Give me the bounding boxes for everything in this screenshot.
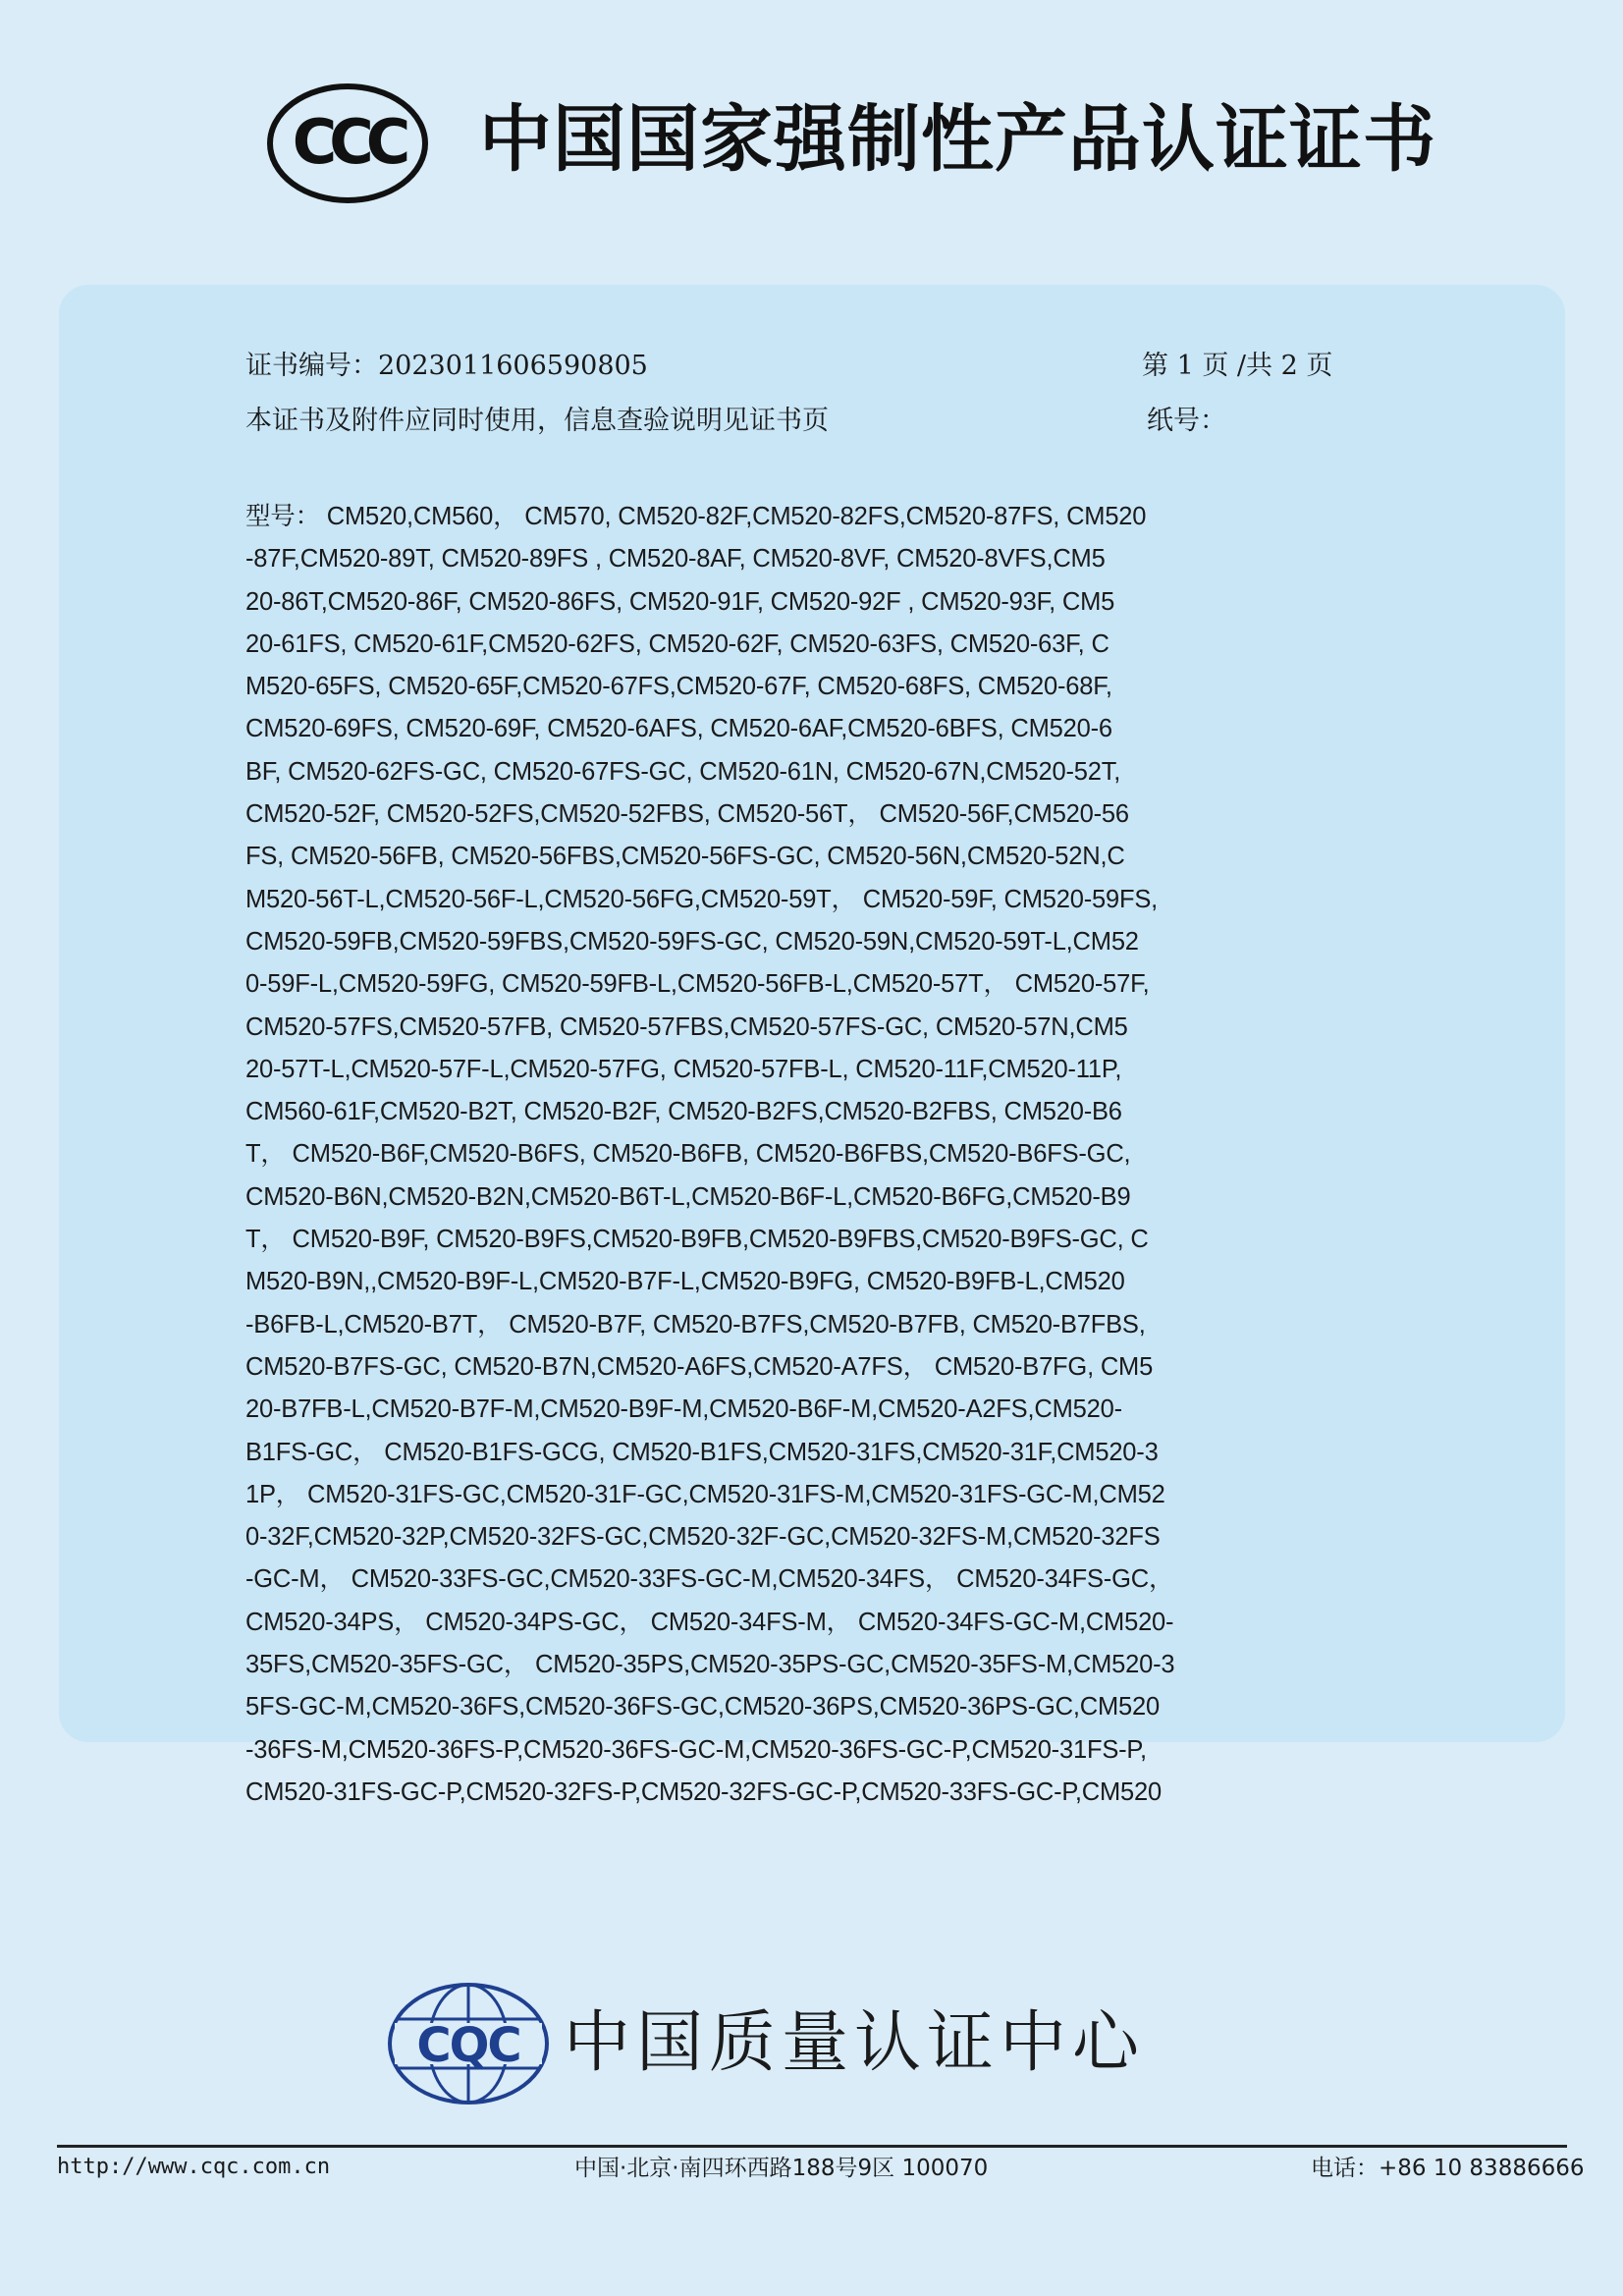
model-list-line: T， CM520-B9F, CM520-B9FS,CM520-B9FB,CM520-B9FBS,CM520-B9FS-GC, C xyxy=(245,1226,1149,1254)
model-list-line: -36FS-M,CM520-36FS-P,CM520-36FS-GC-M,CM520-36FS-GC-P,CM520-31FS-P, xyxy=(245,1735,1147,1764)
model-list-line: T， CM520-B6F,CM520-B6FS, CM520-B6FB, CM520-B6FBS,CM520-B6FS-GC, xyxy=(245,1140,1131,1169)
model-list-line: M520-56T-L,CM520-56F-L,CM520-56FG,CM520-59T， CM520-59F, CM520-59FS, xyxy=(245,885,1159,913)
model-list-line: CM520-57FS,CM520-57FB, CM520-57FBS,CM520-57FS-GC, CM520-57N,CM5 xyxy=(245,1012,1128,1041)
model-list-line: 20-61FS, CM520-61F,CM520-62FS, CM520-62F, CM520-63FS, CM520-63F, C xyxy=(245,629,1109,658)
model-list-line: CM520-59FB,CM520-59FBS,CM520-59FS-GC, CM520-59N,CM520-59T-L,CM52 xyxy=(245,927,1139,956)
model-list xyxy=(245,496,1227,1814)
footer-phone: 电话：+86 10 83886666 xyxy=(1311,2156,1585,2181)
model-list-line: CM520-B6N,CM520-B2N,CM520-B6T-L,CM520-B6F-L,CM520-B6FG,CM520-B9 xyxy=(245,1182,1131,1211)
model-list-line: 1P， CM520-31FS-GC,CM520-31F-GC,CM520-31FS-M,CM520-31FS-GC-M,CM52 xyxy=(245,1480,1165,1508)
model-list-line: CM520-31FS-GC-P,CM520-32FS-P,CM520-32FS-GC-P,CM520-33FS-GC-P,CM520 xyxy=(245,1777,1162,1806)
model-list-line: CM520-34PS， CM520-34PS-GC， CM520-34FS-M， CM520-34FS-GC-M,CM520- xyxy=(245,1608,1174,1636)
svg-text:CCC: CCC xyxy=(292,106,404,178)
model-list-line: CM520-B7FS-GC, CM520-B7N,CM520-A6FS,CM520-A7FS， CM520-B7FG, CM5 xyxy=(245,1352,1154,1381)
certificate-title: 中国国家强制性产品认证证书 xyxy=(479,97,1436,182)
model-list-line: -87F,CM520-89T, CM520-89FS , CM520-8AF, CM520-8VF, CM520-8VFS,CM5 xyxy=(245,545,1106,574)
model-list-line: B1FS-GC， CM520-B1FS-GCG, CM520-B1FS,CM520-31FS,CM520-31F,CM520-3 xyxy=(245,1438,1159,1466)
cqc-globe-logo-icon xyxy=(385,1980,552,2107)
ccc-logo-icon xyxy=(266,82,429,204)
model-list-line: CM520-52F, CM520-52FS,CM520-52FBS, CM520-56T， CM520-56F,CM520-56 xyxy=(245,800,1129,829)
model-list-line: M520-B9N,,CM520-B9F-L,CM520-B7F-L,CM520-B9FG, CM520-B9FB-L,CM520 xyxy=(245,1268,1125,1296)
model-list-line: -B6FB-L,CM520-B7T， CM520-B7F, CM520-B7FS,CM520-B7FB, CM520-B7FBS, xyxy=(245,1310,1146,1339)
certificate-number: 证书编号：2023011606590805 xyxy=(245,351,648,381)
model-list-line: 0-32F,CM520-32P,CM520-32FS-GC,CM520-32F-GC,CM520-32FS-M,CM520-32FS xyxy=(245,1523,1161,1552)
model-list-line: FS, CM520-56FB, CM520-56FBS,CM520-56FS-GC, CM520-56N,CM520-52N,C xyxy=(245,843,1125,871)
issuer-name: 中国质量认证中心 xyxy=(564,2004,1146,2082)
model-list-line: 型号： CM520,CM560， CM570, CM520-82F,CM520-82FS,CM520-87FS, CM520 xyxy=(245,503,1147,530)
model-list-line: CM560-61F,CM520-B2T, CM520-B2F, CM520-B2FS,CM520-B2FBS, CM520-B6 xyxy=(245,1098,1122,1126)
footer-divider xyxy=(57,2145,1567,2148)
model-list-line: -GC-M， CM520-33FS-GC,CM520-33FS-GC-M,CM520-34FS， CM520-34FS-GC， xyxy=(245,1565,1174,1594)
footer-address: 中国·北京·南四环西路188号9区 100070 xyxy=(574,2156,989,2181)
model-list-line: BF, CM520-62FS-GC, CM520-67FS-GC, CM520-61N, CM520-67N,CM520-52T, xyxy=(245,757,1121,786)
usage-note: 本证书及附件应同时使用，信息查验说明见证书页 xyxy=(245,406,829,436)
footer-url: http://www.cqc.com.cn xyxy=(57,2155,331,2179)
certificate-header xyxy=(0,69,1623,216)
paper-number-label: 纸号： xyxy=(1147,406,1226,436)
model-list-line: 35FS,CM520-35FS-GC， CM520-35PS,CM520-35PS-GC,CM520-35FS-M,CM520-3 xyxy=(245,1651,1175,1679)
model-list-line: CM520-69FS, CM520-69F, CM520-6AFS, CM520-6AF,CM520-6BFS, CM520-6 xyxy=(245,715,1112,743)
model-list-line: 20-57T-L,CM520-57F-L,CM520-57FG, CM520-57FB-L, CM520-11F,CM520-11P, xyxy=(245,1055,1122,1083)
model-list-line: 0-59F-L,CM520-59FG, CM520-59FB-L,CM520-56FB-L,CM520-57T， CM520-57F, xyxy=(245,970,1150,999)
svg-text:CQC: CQC xyxy=(416,2018,520,2073)
model-list-line: 20-86T,CM520-86F, CM520-86FS, CM520-91F, CM520-92F , CM520-93F, CM5 xyxy=(245,587,1115,616)
model-list-line: 20-B7FB-L,CM520-B7F-M,CM520-B9F-M,CM520-B6F-M,CM520-A2FS,CM520- xyxy=(245,1395,1122,1424)
model-list-line: M520-65FS, CM520-65F,CM520-67FS,CM520-67F, CM520-68FS, CM520-68F, xyxy=(245,673,1112,701)
page-indicator: 第 1 页 /共 2 页 xyxy=(1142,351,1333,381)
model-list-line: 5FS-GC-M,CM520-36FS,CM520-36FS-GC,CM520-36PS,CM520-36PS-GC,CM520 xyxy=(245,1693,1160,1722)
